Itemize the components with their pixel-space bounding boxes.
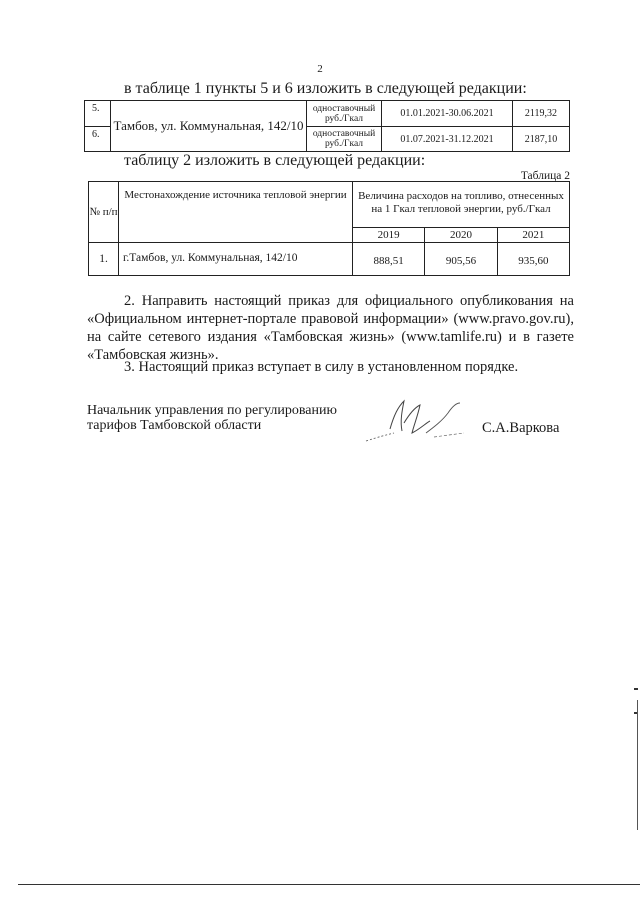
header-number: № п/п	[89, 182, 119, 243]
table-2	[88, 181, 570, 276]
signatory-name: С.А.Варкова	[482, 420, 560, 436]
table2-caption: Таблица 2	[520, 170, 570, 182]
year-2021: 2021	[497, 228, 569, 243]
value-2020: 905,56	[425, 243, 497, 276]
header-fuel-cost: Величина расходов на топливо, отнесенных на 1 Гкал тепловой энергии, руб./Гкал	[353, 182, 570, 228]
table2-intro-heading: таблицу 2 изложить в следующей редакции:	[124, 152, 426, 169]
value-2021: 935,60	[497, 243, 569, 276]
handwritten-signature	[364, 393, 474, 445]
scan-bottom-rule	[18, 884, 640, 885]
scan-edge-line	[637, 700, 638, 830]
table-header-row	[89, 182, 570, 228]
table-1-excerpt	[84, 100, 570, 152]
source-address: Тамбов, ул. Коммунальная, 142/10	[111, 101, 307, 152]
row-number: 1.	[89, 243, 119, 276]
tariff-period: 01.07.2021-31.12.2021	[382, 127, 513, 152]
tariff-value: 2187,10	[513, 127, 570, 152]
page-number: 2	[317, 63, 323, 75]
year-2019: 2019	[353, 228, 425, 243]
value-2019: 888,51	[353, 243, 425, 276]
table-row	[89, 243, 570, 276]
table1-intro-heading: в таблице 1 пункты 5 и 6 изложить в следующей редакции:	[124, 80, 527, 97]
year-2020: 2020	[425, 228, 497, 243]
paragraph-effective: 3. Настоящий приказ вступает в силу в установленном порядке.	[124, 359, 519, 375]
tariff-value: 2119,32	[513, 101, 570, 127]
signatory-title-line2: тарифов Тамбовской области	[87, 418, 262, 433]
signatory-title	[87, 403, 337, 433]
header-location: Местонахождение источника тепловой энергии	[119, 182, 353, 243]
paragraph-publication: 2. Направить настоящий приказ для официального опубликования на «Официальном интернет-портале правовой информации» (www.pravo.gov.ru), на сайте сетевого издания «Тамбовская жизнь» (www.tamlife.ru) и в газете «Тамбовская жизнь».	[87, 293, 574, 363]
row-number: 5.	[85, 101, 111, 127]
scan-edge-mark	[634, 688, 638, 690]
row-location: г.Тамбов, ул. Коммунальная, 142/10	[119, 243, 353, 276]
tariff-type: одноставочный руб./Гкал	[307, 127, 382, 152]
row-number: 6.	[85, 127, 111, 152]
tariff-type: одноставочный руб./Гкал	[307, 101, 382, 127]
tariff-period: 01.01.2021-30.06.2021	[382, 101, 513, 127]
table-row	[85, 101, 570, 127]
signatory-title-line1: Начальник управления по регулированию	[87, 403, 337, 418]
